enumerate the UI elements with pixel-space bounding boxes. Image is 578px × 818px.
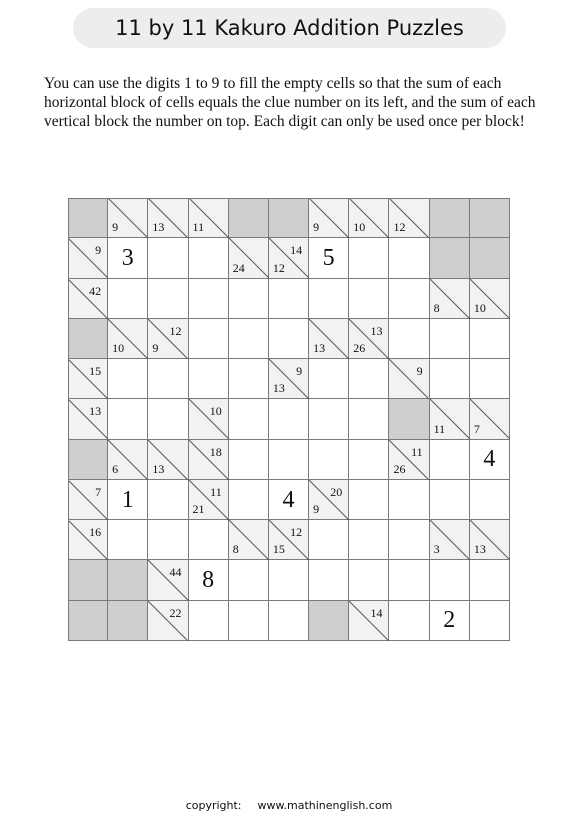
empty-cell[interactable]	[229, 359, 269, 399]
copyright-label: copyright:	[185, 799, 242, 812]
blocked-cell	[269, 198, 309, 238]
empty-cell[interactable]	[349, 480, 389, 520]
down-clue: 13	[272, 381, 285, 396]
across-clue: 42	[89, 283, 102, 298]
clue-cell	[269, 238, 309, 278]
empty-cell[interactable]	[229, 560, 269, 600]
empty-cell[interactable]	[430, 480, 470, 520]
blocked-cell	[68, 198, 108, 238]
blocked-cell	[430, 238, 470, 278]
clue-cell	[349, 198, 389, 238]
across-clue: 10	[209, 404, 222, 419]
clue-cell	[389, 359, 429, 399]
clue-cell	[229, 520, 269, 560]
empty-cell[interactable]	[349, 440, 389, 480]
clue-cell	[68, 359, 108, 399]
clue-diagonal	[68, 399, 108, 439]
empty-cell[interactable]	[269, 279, 309, 319]
empty-cell[interactable]	[389, 238, 429, 278]
page-title: 11 by 11 Kakuro Addition Puzzles	[115, 16, 464, 40]
across-clue: 22	[169, 605, 182, 620]
down-clue: 10	[473, 300, 486, 315]
down-clue: 26	[393, 461, 406, 476]
down-clue: 9	[152, 341, 159, 356]
empty-cell[interactable]	[229, 279, 269, 319]
empty-cell[interactable]	[229, 399, 269, 439]
given-digit: 8	[202, 567, 215, 594]
blocked-cell	[470, 238, 510, 278]
across-clue: 11	[210, 484, 222, 499]
empty-cell[interactable]	[148, 480, 188, 520]
given-digit: 2	[443, 607, 456, 634]
down-clue: 9	[313, 502, 320, 517]
empty-cell[interactable]	[269, 601, 309, 641]
down-clue: 21	[192, 502, 205, 517]
empty-cell[interactable]	[148, 520, 188, 560]
empty-cell[interactable]	[148, 359, 188, 399]
given-digit: 5	[322, 244, 335, 271]
kakuro-grid	[68, 198, 510, 641]
clue-cell	[68, 238, 108, 278]
across-clue: 7	[95, 484, 102, 499]
down-clue: 13	[152, 220, 165, 235]
empty-cell[interactable]	[470, 601, 510, 641]
blocked-cell	[108, 601, 148, 641]
empty-cell[interactable]	[349, 279, 389, 319]
down-clue: 15	[272, 542, 285, 557]
across-clue: 13	[370, 323, 383, 338]
empty-cell[interactable]	[309, 520, 349, 560]
given-digit: 3	[121, 244, 134, 271]
across-clue: 9	[296, 364, 303, 379]
empty-cell[interactable]	[189, 601, 229, 641]
across-clue: 14	[290, 243, 303, 258]
empty-cell[interactable]	[108, 399, 148, 439]
clue-cell	[349, 319, 389, 359]
empty-cell[interactable]	[389, 560, 429, 600]
clue-cell	[148, 601, 188, 641]
clue-cell	[430, 520, 470, 560]
down-clue: 6	[112, 461, 119, 476]
down-clue: 11	[192, 220, 205, 235]
clue-cell	[148, 198, 188, 238]
clue-cell	[349, 601, 389, 641]
clue-cell	[68, 399, 108, 439]
down-clue: 8	[232, 542, 239, 557]
empty-cell[interactable]	[349, 399, 389, 439]
empty-cell[interactable]	[229, 601, 269, 641]
empty-cell[interactable]	[349, 238, 389, 278]
clue-cell	[430, 399, 470, 439]
empty-cell[interactable]	[309, 359, 349, 399]
empty-cell[interactable]	[430, 359, 470, 399]
clue-cell	[389, 198, 429, 238]
clue-cell	[68, 279, 108, 319]
down-clue: 13	[313, 341, 326, 356]
down-clue: 24	[232, 260, 245, 275]
clue-cell	[470, 279, 510, 319]
down-clue: 8	[433, 300, 440, 315]
clue-cell	[189, 399, 229, 439]
across-clue: 13	[89, 404, 102, 419]
down-clue: 7	[473, 421, 480, 436]
empty-cell[interactable]	[389, 520, 429, 560]
empty-cell[interactable]	[229, 440, 269, 480]
across-clue: 14	[370, 605, 383, 620]
empty-cell[interactable]	[189, 520, 229, 560]
clue-diagonal	[148, 601, 188, 641]
empty-cell[interactable]	[349, 359, 389, 399]
empty-cell[interactable]	[349, 520, 389, 560]
clue-cell	[108, 440, 148, 480]
blocked-cell	[309, 601, 349, 641]
clue-cell	[470, 520, 510, 560]
empty-cell[interactable]	[229, 319, 269, 359]
blocked-cell	[108, 560, 148, 600]
empty-cell[interactable]	[309, 238, 349, 278]
empty-cell[interactable]	[108, 238, 148, 278]
empty-cell[interactable]	[189, 279, 229, 319]
empty-cell[interactable]	[189, 319, 229, 359]
blocked-cell	[68, 601, 108, 641]
empty-cell[interactable]	[269, 560, 309, 600]
clue-diagonal	[189, 399, 229, 439]
empty-cell[interactable]	[470, 480, 510, 520]
clue-diagonal	[68, 238, 108, 278]
clue-cell	[269, 520, 309, 560]
clue-cell	[148, 440, 188, 480]
down-clue: 9	[313, 220, 320, 235]
clue-diagonal	[68, 480, 108, 520]
empty-cell[interactable]	[430, 319, 470, 359]
down-clue: 12	[393, 220, 406, 235]
given-digit: 4	[483, 446, 496, 473]
clue-cell	[108, 198, 148, 238]
empty-cell[interactable]	[389, 319, 429, 359]
across-clue: 44	[169, 565, 182, 580]
across-clue: 11	[411, 444, 423, 459]
empty-cell[interactable]	[108, 279, 148, 319]
empty-cell[interactable]	[389, 601, 429, 641]
empty-cell[interactable]	[309, 279, 349, 319]
down-clue: 26	[353, 341, 366, 356]
blocked-cell	[229, 198, 269, 238]
clue-cell	[389, 440, 429, 480]
down-clue: 13	[473, 542, 486, 557]
clue-cell	[68, 480, 108, 520]
clue-cell	[229, 238, 269, 278]
empty-cell[interactable]	[309, 399, 349, 439]
across-clue: 18	[209, 444, 222, 459]
clue-diagonal	[68, 279, 108, 319]
empty-cell[interactable]	[430, 601, 470, 641]
empty-cell[interactable]	[430, 560, 470, 600]
title-banner	[73, 8, 506, 48]
clue-cell	[309, 319, 349, 359]
clue-cell	[148, 319, 188, 359]
down-clue: 13	[152, 461, 165, 476]
empty-cell[interactable]	[389, 480, 429, 520]
empty-cell[interactable]	[309, 440, 349, 480]
empty-cell[interactable]	[189, 359, 229, 399]
clue-diagonal	[68, 359, 108, 399]
blocked-cell	[389, 399, 429, 439]
empty-cell[interactable]	[430, 440, 470, 480]
empty-cell[interactable]	[470, 359, 510, 399]
clue-diagonal	[68, 520, 108, 560]
down-clue: 12	[272, 260, 285, 275]
clue-cell	[189, 440, 229, 480]
empty-cell[interactable]	[470, 319, 510, 359]
across-clue: 9	[95, 243, 102, 258]
clue-cell	[148, 560, 188, 600]
across-clue: 15	[89, 364, 102, 379]
footer	[0, 799, 578, 812]
blocked-cell	[68, 440, 108, 480]
clue-cell	[470, 399, 510, 439]
clue-cell	[269, 359, 309, 399]
across-clue: 9	[416, 364, 423, 379]
clue-cell	[189, 480, 229, 520]
empty-cell[interactable]	[309, 560, 349, 600]
empty-cell[interactable]	[269, 319, 309, 359]
across-clue: 16	[89, 525, 102, 540]
blocked-cell	[68, 319, 108, 359]
blocked-cell	[430, 198, 470, 238]
empty-cell[interactable]	[470, 440, 510, 480]
empty-cell[interactable]	[389, 279, 429, 319]
across-clue: 12	[290, 525, 303, 540]
empty-cell[interactable]	[269, 399, 309, 439]
empty-cell[interactable]	[269, 480, 309, 520]
clue-cell	[189, 198, 229, 238]
empty-cell[interactable]	[108, 480, 148, 520]
clue-diagonal	[189, 440, 229, 480]
down-clue: 3	[433, 542, 440, 557]
empty-cell[interactable]	[189, 238, 229, 278]
website-text: www.mathinenglish.com	[257, 799, 393, 812]
down-clue: 10	[112, 341, 125, 356]
empty-cell[interactable]	[470, 560, 510, 600]
clue-diagonal	[349, 601, 389, 641]
empty-cell[interactable]	[148, 238, 188, 278]
down-clue: 10	[353, 220, 366, 235]
down-clue: 9	[112, 220, 119, 235]
clue-cell	[430, 279, 470, 319]
clue-diagonal	[148, 560, 188, 600]
empty-cell[interactable]	[108, 520, 148, 560]
empty-cell[interactable]	[148, 279, 188, 319]
given-digit: 4	[282, 486, 295, 513]
empty-cell[interactable]	[108, 359, 148, 399]
clue-cell	[309, 480, 349, 520]
empty-cell[interactable]	[189, 560, 229, 600]
across-clue: 12	[169, 323, 182, 338]
empty-cell[interactable]	[229, 480, 269, 520]
clue-cell	[309, 198, 349, 238]
empty-cell[interactable]	[269, 440, 309, 480]
blocked-cell	[68, 560, 108, 600]
clue-cell	[68, 520, 108, 560]
across-clue: 20	[330, 484, 343, 499]
down-clue: 11	[433, 421, 446, 436]
blocked-cell	[470, 198, 510, 238]
empty-cell[interactable]	[349, 560, 389, 600]
empty-cell[interactable]	[148, 399, 188, 439]
clue-cell	[108, 319, 148, 359]
instructions-text: You can use the digits 1 to 9 to fill the empty cells so that the sum of each horizontal block of cells equals the clue number on its left, and the sum of each vertical block the number on top. Each digit can only be used once per block!	[44, 75, 536, 130]
clue-diagonal	[389, 359, 429, 399]
given-digit: 1	[121, 486, 134, 513]
